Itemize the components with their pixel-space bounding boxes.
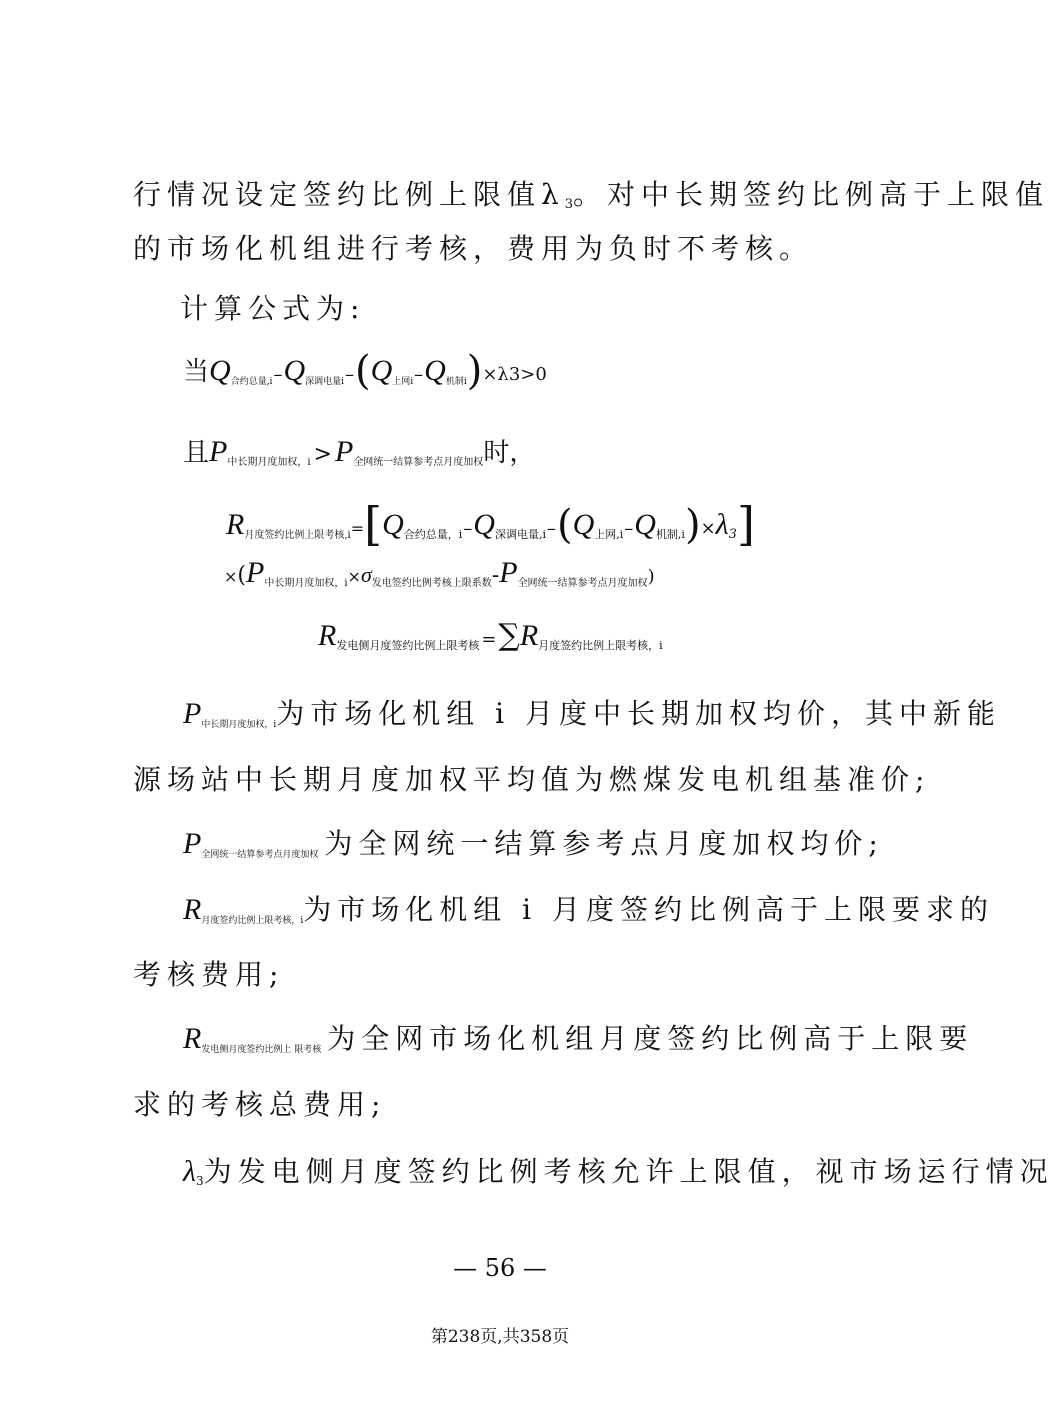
q-symbol: Q — [634, 508, 656, 541]
q-symbol: Q — [382, 508, 404, 541]
equals-sign: = — [481, 629, 497, 650]
definition-p-mid — [183, 697, 1001, 742]
subscript: 上网i — [392, 377, 414, 387]
minus-sign: – — [463, 518, 473, 539]
p-symbol: P — [183, 827, 202, 860]
subscript: 月度签约比例上限考核，i — [201, 916, 304, 926]
lambda-symbol: λ — [715, 508, 729, 541]
subscript: 3 — [196, 1174, 204, 1188]
minus-sign: – — [624, 518, 634, 539]
p-symbol: P — [499, 556, 518, 589]
left-bracket: [ — [364, 497, 383, 551]
text-run: 为市场化机组 i 月度签约比例高于上限要求的 — [303, 893, 994, 926]
subscript: 月度签约比例上限考核,i — [244, 530, 351, 541]
q-symbol: Q — [424, 354, 446, 387]
q-symbol: Q — [572, 508, 595, 541]
condition-2 — [183, 432, 535, 469]
formula-r-line2 — [224, 556, 655, 590]
subscript: 全网统一结算参考点月度加权 — [353, 457, 484, 468]
times-sign: × — [700, 518, 716, 539]
formula-intro: 计算公式为: — [180, 292, 366, 325]
equals-sign: = — [350, 519, 365, 538]
page-count: 第238页,共358页 — [430, 1327, 570, 1347]
text-run: 为市场化机组 i 月度中长期加权均价，其中新能 — [276, 697, 1001, 730]
q-symbol: Q — [209, 354, 231, 387]
lambda-symbol: λ — [183, 1155, 196, 1188]
sum-symbol: ∑ — [498, 618, 520, 653]
p-symbol: P — [246, 556, 265, 589]
subscript: 3 — [728, 527, 737, 542]
q-symbol: Q — [473, 508, 495, 541]
times-sign: × — [347, 567, 361, 586]
paragraph-line: 的市场化机组进行考核，费用为负时不考核。 — [133, 232, 814, 265]
p-symbol: P — [209, 435, 228, 468]
subscript: 深调电量,i — [494, 528, 546, 541]
subscript: 中长期月度加权，i — [264, 578, 348, 589]
q-symbol: Q — [370, 354, 393, 387]
minus-sign: - — [491, 563, 500, 588]
r-symbol: R — [183, 1022, 202, 1055]
sigma-symbol: σ — [360, 562, 372, 587]
subscript: 中长期月度加权，i — [201, 720, 277, 730]
r-symbol: R — [318, 619, 337, 652]
r-symbol: R — [226, 508, 245, 541]
right-paren: ) — [647, 566, 655, 587]
paragraph-line: 求的考核总费用; — [133, 1088, 387, 1121]
subscript: 发电侧月度签约比例上限考核 — [336, 639, 480, 652]
subscript: 合约总量，i — [403, 528, 463, 541]
right-paren: ) — [684, 502, 701, 548]
subscript: 合约总量,i — [230, 377, 273, 387]
text-run: 为发电侧月度签约比例考核允许上限值，视市场运行情况 — [203, 1155, 1054, 1188]
greater-than: > — [313, 442, 332, 467]
subscript: 全网统一结算参考点月度加权 — [201, 850, 319, 860]
q-symbol: Q — [283, 354, 306, 387]
minus-sign: – — [546, 518, 556, 539]
text-run: 。对中长期签约比例高于上限值 — [573, 178, 1050, 211]
subscript: 发电签约比例考核上限系数 — [371, 578, 492, 589]
times-sign: × — [224, 567, 238, 586]
paragraph-line — [133, 178, 1049, 222]
r-symbol: R — [519, 619, 539, 652]
page-number: — 56 — — [453, 1254, 547, 1282]
definition-lambda — [183, 1155, 1054, 1198]
condition-prefix: 当 — [183, 357, 210, 387]
left-paren: ( — [556, 502, 573, 548]
minus-sign: – — [345, 364, 354, 385]
text-run: 为全网市场化机组月度签约比例高于上限要 — [327, 1022, 974, 1055]
formula-r-line1 — [226, 497, 755, 551]
paragraph-line: 考核费用; — [133, 958, 285, 991]
subscript: 中长期月度加权，i — [227, 457, 311, 468]
definition-r-side — [183, 1022, 973, 1067]
subscript: 发电侧月度签约比例上 限考核 — [201, 1045, 322, 1055]
formula-sum — [318, 618, 663, 653]
left-paren: ( — [237, 563, 246, 588]
subscript: 上网,i — [594, 528, 624, 541]
subscript: 3 — [564, 197, 574, 212]
condition-tail: ×λ3>0 — [482, 364, 547, 385]
minus-sign: – — [414, 364, 424, 385]
minus-sign: – — [273, 364, 283, 385]
condition-prefix: 且 — [183, 438, 210, 468]
p-symbol: P — [183, 697, 202, 730]
subscript: 月度签约比例上限考核，i — [538, 639, 663, 652]
definition-p-grid — [183, 827, 884, 872]
r-symbol: R — [183, 893, 202, 926]
left-paren: ( — [355, 348, 371, 394]
condition-1 — [183, 348, 547, 394]
text-run: 为全网统一结算参考点月度加权均价; — [324, 827, 884, 860]
right-paren: ) — [466, 348, 483, 394]
subscript: 深调电量i — [305, 377, 344, 387]
definition-r-month — [183, 893, 994, 938]
paragraph-line: 源场站中长期月度加权平均值为燃煤发电机组基准价; — [133, 763, 931, 796]
subscript: 机制,i — [655, 528, 685, 541]
p-symbol: P — [334, 435, 354, 468]
condition-suffix: 时， — [483, 438, 536, 468]
right-bracket: ] — [736, 497, 755, 551]
text-run: 行情况设定签约比例上限值λ — [133, 178, 565, 211]
subscript: 全网统一结算参考点月度加权 — [517, 578, 648, 589]
subscript: 机制i — [445, 377, 467, 387]
